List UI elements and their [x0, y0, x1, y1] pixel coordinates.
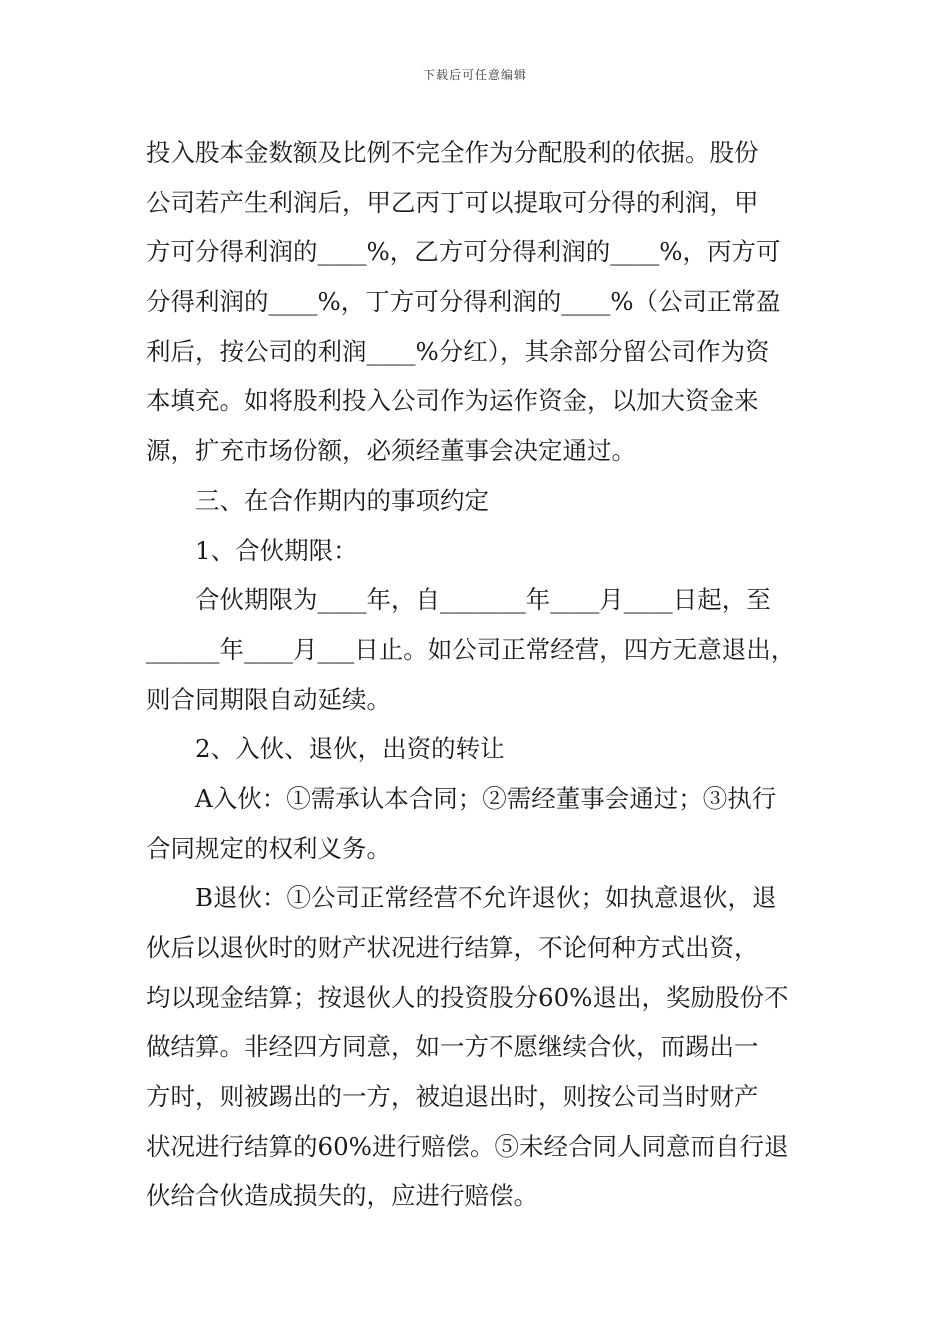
paragraph-line: ______年____月___日止。如公司正常经营，四方无意退出， — [146, 634, 796, 664]
paragraph-line: 均以现金结算；按退伙人的投资股分60%退出，奖励股份不 — [146, 982, 789, 1012]
paragraph-line: 方时，则被踢出的一方，被迫退出时，则按公司当时财产 — [146, 1082, 759, 1112]
paragraph-line: 做结算。非经四方同意，如一方不愿继续合伙，而踢出一 — [146, 1032, 759, 1062]
paragraph-line: 分得利润的____%，丁方可分得利润的____%（公司正常盈 — [146, 287, 781, 317]
paragraph-line: 方可分得利润的____%，乙方可分得利润的____%，丙方可 — [146, 237, 781, 267]
paragraph-line: 合同规定的权利义务。 — [146, 833, 391, 863]
paragraph-line: 伙后以退伙时的财产状况进行结算，不论何种方式出资， — [146, 933, 759, 962]
section-heading: 三、在合作期内的事项约定 — [195, 485, 489, 515]
paragraph-line: 投入股本金数额及比例不完全作为分配股利的依据。股份 — [146, 138, 759, 167]
document-body — [146, 128, 806, 1221]
subsection-heading: 2、入伙、退伙，出资的转让 — [195, 734, 505, 764]
paragraph-line: 公司若产生利润后，甲乙丙丁可以提取可分得的利润，甲 — [146, 187, 759, 217]
paragraph-line: 合伙期限为____年，自_______年____月____日起，至 — [195, 585, 771, 615]
paragraph-line: 状况进行结算的60%进行赔偿。⑤未经合同人同意而自行退 — [146, 1131, 789, 1161]
paragraph-line: 利后，按公司的利润____%分红），其余部分留公司作为资 — [146, 336, 770, 366]
paragraph-line: 本填充。如将股利投入公司作为运作资金，以加大资金来 — [146, 386, 759, 416]
page-header: 下载后可任意编辑 — [422, 68, 527, 82]
subsection-heading: 1、合伙期限： — [195, 535, 358, 565]
paragraph-line: 源，扩充市场份额，必须经董事会决定通过。 — [146, 436, 636, 466]
paragraph-line: B退伙：①公司正常经营不允许退伙；如执意退伙，退 — [195, 883, 777, 913]
paragraph-line: A入伙：①需承认本合同；②需经董事会通过；③执行 — [195, 783, 777, 813]
paragraph-line: 则合同期限自动延续。 — [146, 684, 391, 714]
paragraph-line: 伙给合伙造成损失的，应进行赔偿。 — [146, 1181, 538, 1211]
